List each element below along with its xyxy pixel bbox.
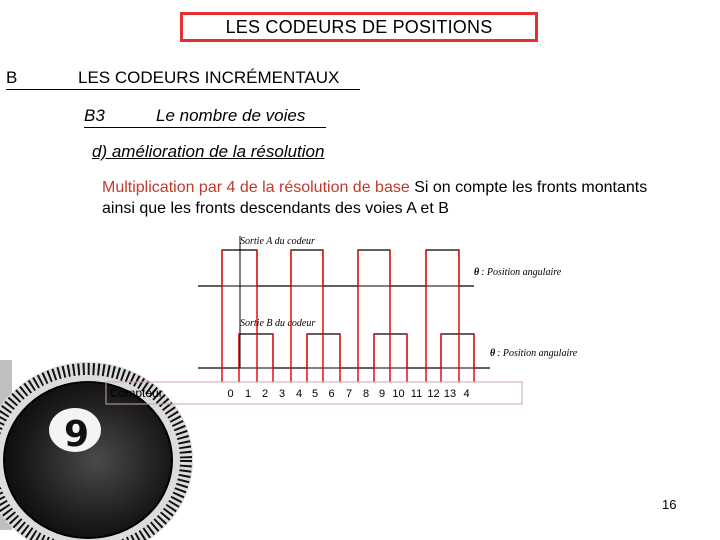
counter-value: 6: [328, 388, 335, 400]
paragraph-highlight: Multiplication par 4 de la résolution de base: [102, 179, 410, 196]
counter-value: 8: [362, 388, 370, 400]
page-number: 16: [662, 497, 677, 512]
counter-value: 13: [443, 388, 457, 400]
svg-text:9: 9: [64, 414, 90, 455]
section-letter: B: [6, 68, 18, 87]
counter-label: Compteur: [110, 386, 163, 400]
counter-value: 11: [410, 388, 423, 400]
counter-value: 7: [345, 388, 353, 400]
counter-value: 2: [261, 388, 269, 400]
channel-a-label: Sortie A du codeur: [240, 236, 315, 247]
counter-value: 3: [278, 388, 286, 400]
channel-a-signal: [198, 250, 474, 286]
channel-b-label: Sortie B du codeur: [240, 318, 316, 329]
counter-values: [227, 388, 469, 400]
subsection-title: Le nombre de voies: [156, 106, 306, 125]
section-title: LES CODEURS INCRÉMENTAUX: [78, 68, 340, 87]
counter-value: 5: [311, 388, 319, 400]
angle-label-a: : Position angulaire: [481, 267, 562, 278]
channel-b-signal: [198, 334, 490, 368]
angle-symbol-a: θ: [474, 267, 480, 278]
counter-value: 12: [427, 388, 440, 400]
angle-label-b: : Position angulaire: [497, 348, 578, 359]
paragraph-rest: Si on compte les fronts montants ainsi que les fronts descendants des voies A et B: [102, 179, 648, 217]
counter-value: 10: [392, 388, 405, 400]
counter-value: 4: [463, 388, 470, 400]
channel-a-waveform: [198, 250, 474, 286]
subsection-code: B3: [84, 106, 105, 125]
slide-title: LES CODEURS DE POSITIONS: [180, 12, 538, 42]
timing-axes: [198, 236, 490, 368]
part-title: d) amélioration de la résolution: [92, 142, 325, 161]
angle-symbol-b: θ: [490, 348, 496, 359]
counter-value: 9: [378, 388, 386, 400]
counter-value: 0: [227, 388, 234, 400]
channel-b-waveform: [198, 334, 490, 368]
edge-markers: [222, 250, 474, 382]
counter-value: 1: [244, 388, 252, 400]
counter-value: 4: [295, 388, 303, 400]
